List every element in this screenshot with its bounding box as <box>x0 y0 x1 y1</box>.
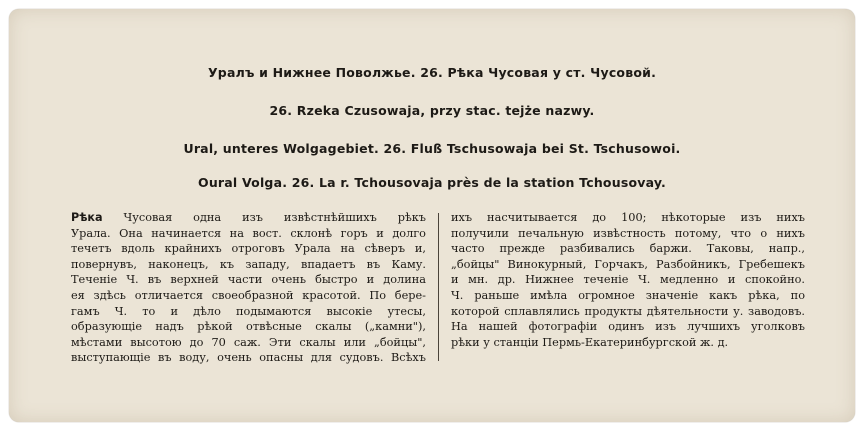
text-line: и мн. др. Нижнее теченіе Ч. медленно и спокойно. <box>451 273 805 287</box>
text-line <box>71 210 426 226</box>
lead-word: Рѣка <box>71 211 103 224</box>
text-line: Ч. раньше имѣла огромное значеніе какъ рѣка, по <box>451 288 805 302</box>
text-line-content: Чусовая одна изъ извѣстнѣйшихъ рѣкъ <box>123 211 426 224</box>
text-line: ихъ насчитывается до 100; нѣкоторые изъ нихъ <box>451 211 805 224</box>
text-line: гамъ Ч. то и дѣло подымаются высокіе утесы, <box>71 304 426 318</box>
text-line: повернувъ, наконецъ, къ западу, впадаетъ въ Каму. <box>71 257 426 271</box>
text-line: Урала. Она начинается на вост. склонѣ горъ и долго <box>71 226 426 240</box>
text-line: выступающіе въ воду, очень опасны для судовъ. Всѣхъ <box>71 351 426 365</box>
column-divider <box>438 213 439 361</box>
title-polish: 26. Rzeka Czusowaja, przy stac. tejże nazwy. <box>269 103 595 118</box>
description-right-column <box>451 210 805 350</box>
title-french: Oural Volga. 26. La r. Tchousovaja près de la station Tchousovay. <box>198 175 666 190</box>
text-line: Теченіе Ч. въ верхней части очень быстро и долина <box>71 273 426 287</box>
text-line: получили печальную извѣстность потому, что о нихъ <box>451 226 805 240</box>
text-line: часто прежде разбивались баржи. Таковы, напр., <box>451 242 805 256</box>
text-line: „бойцы" Винокурный, Горчакъ, Разбойникъ, Гребешекъ <box>451 257 805 271</box>
title-russian: Уралъ и Нижнее Поволжье. 26. Рѣка Чусовая у ст. Чусовой. <box>207 65 657 80</box>
text-line: На нашей фотографіи одинъ изъ лучшихъ уголковъ <box>451 320 805 334</box>
text-line: рѣки у станціи Пермь-Екатеринбургской ж. д. <box>451 335 729 349</box>
text-line: ея здѣсь отличается своеобразной красотой. По бере- <box>71 288 426 302</box>
title-german: Ural, unteres Wolgagebiet. 26. Fluß Tschusowaja bei St. Tschusowoi. <box>183 141 681 156</box>
text-line: образующіе надъ рѣкой отвѣсные скалы („камни"), <box>71 320 426 334</box>
text-line: течетъ вдоль крайнихъ отроговъ Урала на сѣверъ и, <box>71 242 426 256</box>
description-left-column <box>71 210 426 366</box>
text-line: которой сплавлялись продукты дѣятельности у. заводовъ. <box>451 304 805 318</box>
text-line: мѣстами высотою до 70 саж. Эти скалы или „бойцы", <box>71 335 426 349</box>
stereo-card-back <box>9 9 855 422</box>
